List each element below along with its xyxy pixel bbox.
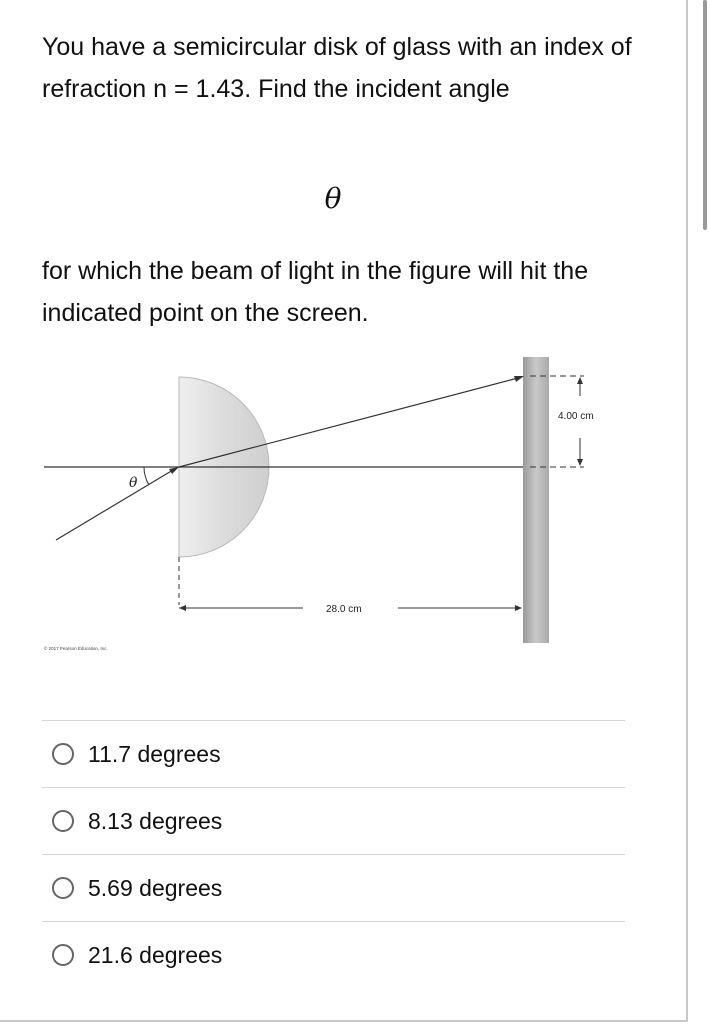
copyright: © 2017 Pearson Education, Inc. [44, 646, 108, 651]
question-text-continued: for which the beam of light in the figure will hit the indicated point on the screen. [42, 257, 589, 327]
radio-button-icon[interactable] [52, 743, 74, 765]
offset-label: 4.00 cm [558, 411, 594, 422]
radio-button-icon[interactable] [52, 877, 74, 899]
answer-option[interactable] [42, 854, 625, 921]
scrollbar[interactable] [700, 0, 710, 230]
option-label: 5.69 degrees [88, 874, 223, 901]
scrollbar-thumb[interactable] [703, 0, 707, 230]
option-label: 11.7 degrees [88, 740, 221, 767]
distance-label: 28.0 cm [326, 604, 362, 615]
radio-button-icon[interactable] [52, 944, 74, 966]
radio-button-icon[interactable] [52, 810, 74, 832]
incident-ray [56, 470, 173, 540]
answer-option[interactable] [42, 921, 625, 988]
answer-option[interactable] [42, 720, 625, 787]
theta-arc [144, 467, 149, 485]
option-label: 21.6 degrees [88, 941, 223, 968]
answer-options [42, 720, 625, 988]
question-text: You have a semicircular disk of glass with an index of refraction n = 1.43. Find the incident angle [42, 33, 632, 103]
theta-label: θ [129, 475, 138, 491]
refraction-figure [0, 350, 688, 660]
answer-option[interactable] [42, 787, 625, 854]
option-label: 8.13 degrees [88, 807, 223, 834]
screen [523, 357, 549, 643]
theta-symbol: θ [324, 182, 342, 215]
